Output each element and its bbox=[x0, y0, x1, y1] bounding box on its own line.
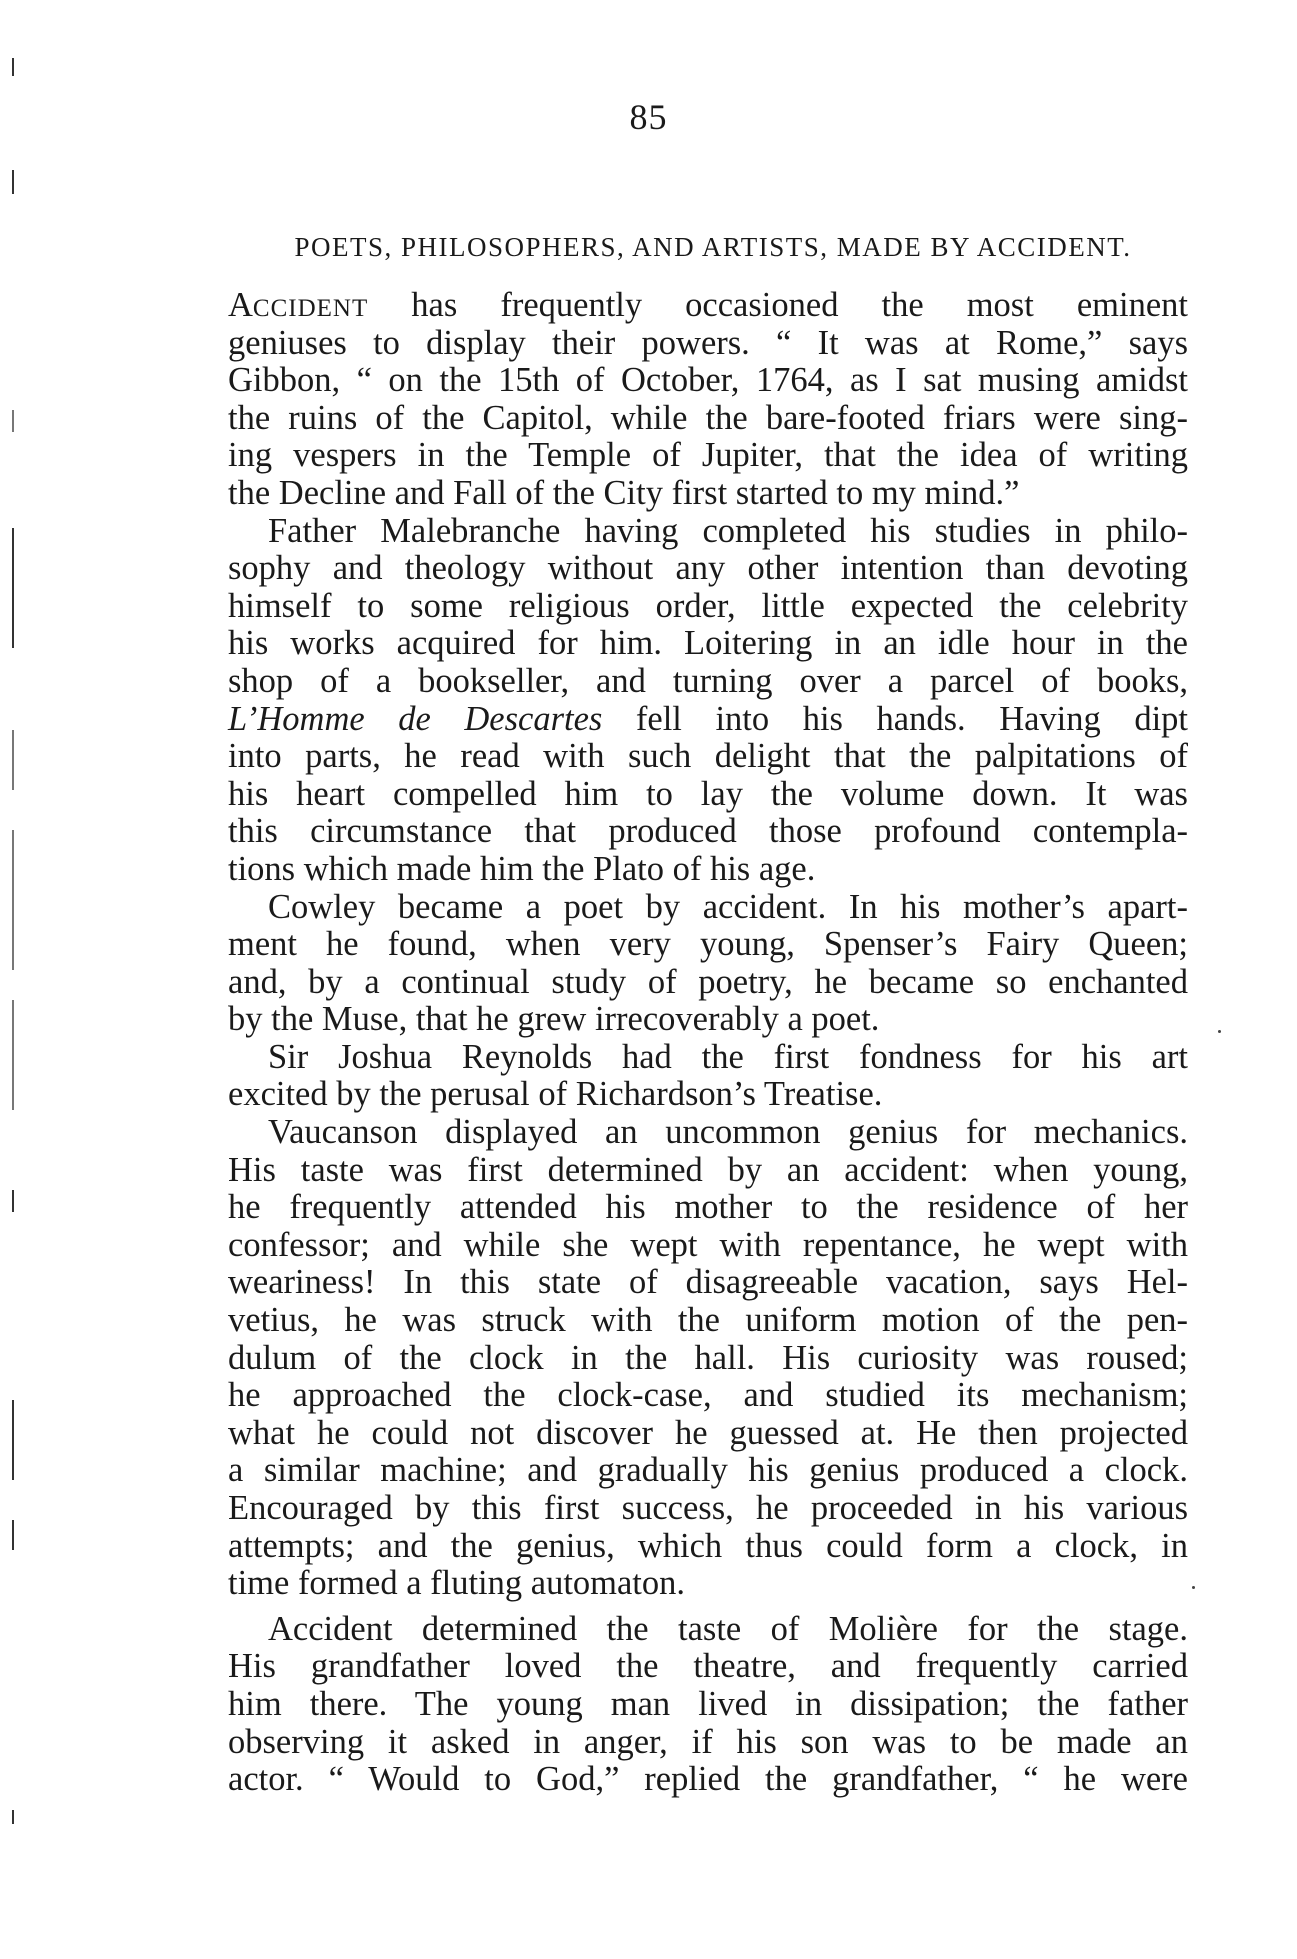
margin-mark bbox=[12, 1810, 14, 1824]
paragraph-cowley bbox=[228, 889, 1188, 1039]
ink-speck bbox=[1192, 1586, 1195, 1589]
text-line: shop of a bookseller, and turning over a parcel of books, bbox=[228, 661, 1188, 700]
text-line: time formed a fluting automaton. bbox=[228, 1564, 686, 1603]
text-line: Cowley became a poet by accident. In his mother’s apart- bbox=[268, 887, 1188, 926]
book-title: L’Homme de Descartes bbox=[228, 699, 603, 738]
margin-mark bbox=[12, 58, 14, 76]
text-line: His taste was first determined by an accident: when young, bbox=[228, 1150, 1188, 1189]
margin-mark bbox=[12, 528, 14, 648]
text-line: ment he found, when very young, Spenser’s Fairy Queen; bbox=[228, 925, 1188, 964]
text-line: His grandfather loved the theatre, and frequently carried bbox=[228, 1647, 1188, 1686]
text-line: ing vespers in the Temple of Jupiter, that the idea of writing bbox=[228, 436, 1188, 475]
ink-speck bbox=[1218, 1030, 1221, 1033]
margin-mark bbox=[12, 170, 14, 194]
text-line: what he could not discover he guessed at. He then projected bbox=[228, 1413, 1188, 1452]
text-line: attempts; and the genius, which thus could form a clock, in bbox=[228, 1526, 1188, 1565]
text-line: weariness! In this state of disagreeable vacation, says Hel- bbox=[228, 1263, 1188, 1302]
small-caps-lead-rest: CCIDENT bbox=[252, 295, 369, 322]
text-line: he frequently attended his mother to the residence of her bbox=[228, 1188, 1188, 1227]
text-line: vetius, he was struck with the uniform motion of the pen- bbox=[228, 1301, 1188, 1340]
text-line: this circumstance that produced those profound contempla- bbox=[228, 812, 1188, 851]
text-line: his heart compelled him to lay the volume down. It was bbox=[228, 774, 1188, 813]
text-line: actor. “ Would to God,” replied the grandfather, “ he were bbox=[228, 1760, 1188, 1799]
margin-mark bbox=[12, 1400, 14, 1480]
paragraph-malebranche bbox=[228, 513, 1188, 889]
margin-mark bbox=[12, 1520, 14, 1550]
text-line: dulum of the clock in the hall. His curiosity was roused; bbox=[228, 1338, 1188, 1377]
text-line: confessor; and while she wept with repentance, he wept with bbox=[228, 1225, 1188, 1264]
text-line: tions which made him the Plato of his age. bbox=[228, 849, 816, 888]
text-line: Encouraged by this first success, he proceeded in his various bbox=[228, 1489, 1188, 1527]
text-line: him there. The young man lived in dissipation; the father bbox=[228, 1684, 1188, 1723]
paragraph-moliere bbox=[228, 1611, 1188, 1799]
section-heading: POETS, PHILOSOPHERS, AND ARTISTS, MADE BY ACCIDENT. bbox=[294, 232, 1132, 262]
margin-mark bbox=[12, 730, 14, 790]
text-line: sophy and theology without any other intention than devoting bbox=[228, 549, 1188, 588]
text-line: into parts, he read with such delight that the palpitations of bbox=[228, 737, 1188, 776]
margin-mark bbox=[12, 1000, 14, 1110]
text-line: Accident determined the taste of Molière for the stage. bbox=[268, 1609, 1188, 1648]
text-line: Sir Joshua Reynolds had the first fondness for his art bbox=[268, 1037, 1188, 1076]
text-line: geniuses to display their powers. “ It was at Rome,” says bbox=[228, 323, 1188, 362]
text-line: himself to some religious order, little expected the celebrity bbox=[228, 586, 1188, 625]
text-line: the Decline and Fall of the City first started to my mind.” bbox=[228, 473, 1020, 512]
text-line: L’Homme de Descartes fell into his hands. Having dipt bbox=[228, 699, 1188, 738]
text-line: excited by the perusal of Richardson’s Treatise. bbox=[228, 1075, 883, 1114]
margin-mark bbox=[12, 1190, 14, 1212]
text-line: the ruins of the Capitol, while the bare-footed friars were sing- bbox=[228, 398, 1188, 437]
text-line: Vaucanson displayed an uncommon genius for mechanics. bbox=[268, 1113, 1188, 1152]
text-line: and, by a continual study of poetry, he became so enchanted bbox=[228, 962, 1188, 1001]
margin-mark bbox=[12, 830, 14, 970]
text-line: ACCIDENT has frequently occasioned the most eminent bbox=[228, 286, 1188, 324]
body-text bbox=[228, 287, 1188, 1799]
text-line: Father Malebranche having completed his studies in philo- bbox=[268, 511, 1188, 550]
text-line: by the Muse, that he grew irrecoverably a poet. bbox=[228, 1000, 880, 1039]
text-line: a similar machine; and gradually his genius produced a clock. bbox=[228, 1451, 1188, 1490]
paragraph-vaucanson bbox=[228, 1114, 1188, 1603]
paragraph-reynolds bbox=[228, 1039, 1188, 1114]
text-line: Gibbon, “ on the 15th of October, 1764, as I sat musing amidst bbox=[228, 361, 1188, 400]
paragraph-accident bbox=[228, 287, 1188, 513]
margin-mark bbox=[12, 410, 14, 432]
text-line: his works acquired for him. Loitering in an idle hour in the bbox=[228, 624, 1188, 663]
page-number: 85 bbox=[629, 97, 668, 137]
small-caps-lead-initial: A bbox=[228, 286, 253, 324]
binding-margin-marks bbox=[8, 0, 24, 1959]
text-line: he approached the clock-case, and studied its mechanism; bbox=[228, 1376, 1188, 1415]
text-line: observing it asked in anger, if his son was to be made an bbox=[228, 1722, 1188, 1761]
